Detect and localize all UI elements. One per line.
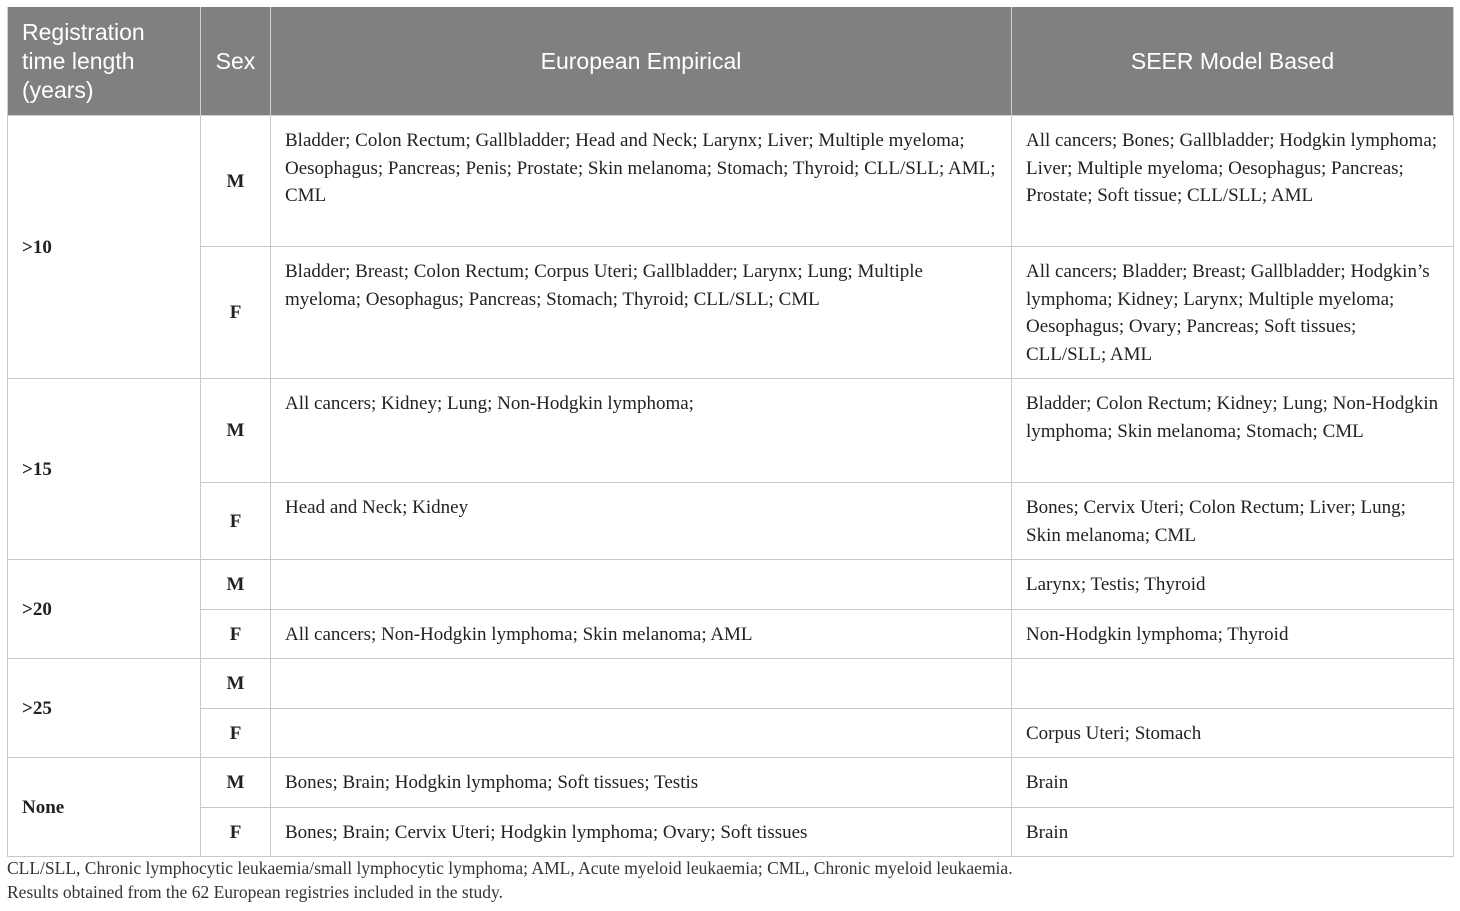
seer-cell: All cancers; Bladder; Breast; Gallbladder; Hodgkin’s lymphoma; Kidney; Larynx; Multiple myeloma; Oesophagus; Ovary; Pancreas; Soft tissues; CLL/SLL; AML [1012,247,1454,379]
sex-cell: M [201,560,271,610]
table-row [8,807,1454,857]
european-cell: All cancers; Non-Hodgkin lymphoma; Skin melanoma; AML [271,609,1012,659]
seer-cell: Non-Hodgkin lymphoma; Thyroid [1012,609,1454,659]
header-registration-length: Registration time length (years) [8,7,201,116]
sex-cell: M [201,116,271,247]
european-cell [271,708,1012,758]
seer-cell: Bladder; Colon Rectum; Kidney; Lung; Non-Hodgkin lymphoma; Skin melanoma; Stomach; CML [1012,379,1454,483]
sex-cell: F [201,609,271,659]
sex-cell: F [201,807,271,857]
table-row [8,116,1454,247]
european-cell: Bones; Brain; Cervix Uteri; Hodgkin lymphoma; Ovary; Soft tissues [271,807,1012,857]
table-container [7,7,1453,857]
header-european-empirical: European Empirical [271,7,1012,116]
european-cell: Bones; Brain; Hodgkin lymphoma; Soft tissues; Testis [271,758,1012,808]
table-row [8,758,1454,808]
european-cell: All cancers; Kidney; Lung; Non-Hodgkin lymphoma; [271,379,1012,483]
european-cell [271,659,1012,709]
european-cell: Bladder; Breast; Colon Rectum; Corpus Uteri; Gallbladder; Larynx; Lung; Multiple myeloma; Oesophagus; Pancreas; Stomach; Thyroid; CLL/SLL; CML [271,247,1012,379]
table-footnotes [7,856,1453,904]
seer-cell: Larynx; Testis; Thyroid [1012,560,1454,610]
footnote-abbreviations: CLL/SLL, Chronic lymphocytic leukaemia/small lymphocytic lymphoma; AML, Acute myeloid leukaemia; CML, Chronic myeloid leukaemia. [7,858,1013,878]
european-cell: Bladder; Colon Rectum; Gallbladder; Head and Neck; Larynx; Liver; Multiple myeloma; Oesophagus; Pancreas; Penis; Prostate; Skin melanoma; Stomach; Thyroid; CLL/SLL; AML; CML [271,116,1012,247]
seer-cell: Bones; Cervix Uteri; Colon Rectum; Liver; Lung; Skin melanoma; CML [1012,483,1454,560]
header-seer-model-based: SEER Model Based [1012,7,1454,116]
table-row [8,483,1454,560]
footnote-source: Results obtained from the 62 European registries included in the study. [7,882,504,902]
length-cell: >20 [8,560,201,659]
seer-cell: Brain [1012,807,1454,857]
length-cell: >15 [8,379,201,560]
european-cell: Head and Neck; Kidney [271,483,1012,560]
seer-cell: Corpus Uteri; Stomach [1012,708,1454,758]
table-row [8,609,1454,659]
table-row [8,708,1454,758]
sex-cell: M [201,659,271,709]
seer-cell [1012,659,1454,709]
sex-cell: F [201,247,271,379]
length-cell: >10 [8,116,201,379]
header-sex: Sex [201,7,271,116]
sex-cell: F [201,708,271,758]
length-cell: >25 [8,659,201,758]
sex-cell: M [201,758,271,808]
table-row [8,379,1454,483]
length-cell: None [8,758,201,857]
sex-cell: M [201,379,271,483]
table-row [8,659,1454,709]
seer-cell: Brain [1012,758,1454,808]
european-cell [271,560,1012,610]
header-row [8,7,1454,116]
registration-table [7,7,1454,857]
table-row [8,247,1454,379]
table-row [8,560,1454,610]
sex-cell: F [201,483,271,560]
seer-cell: All cancers; Bones; Gallbladder; Hodgkin lymphoma; Liver; Multiple myeloma; Oesophagus; Pancreas; Prostate; Soft tissue; CLL/SLL; AML [1012,116,1454,247]
